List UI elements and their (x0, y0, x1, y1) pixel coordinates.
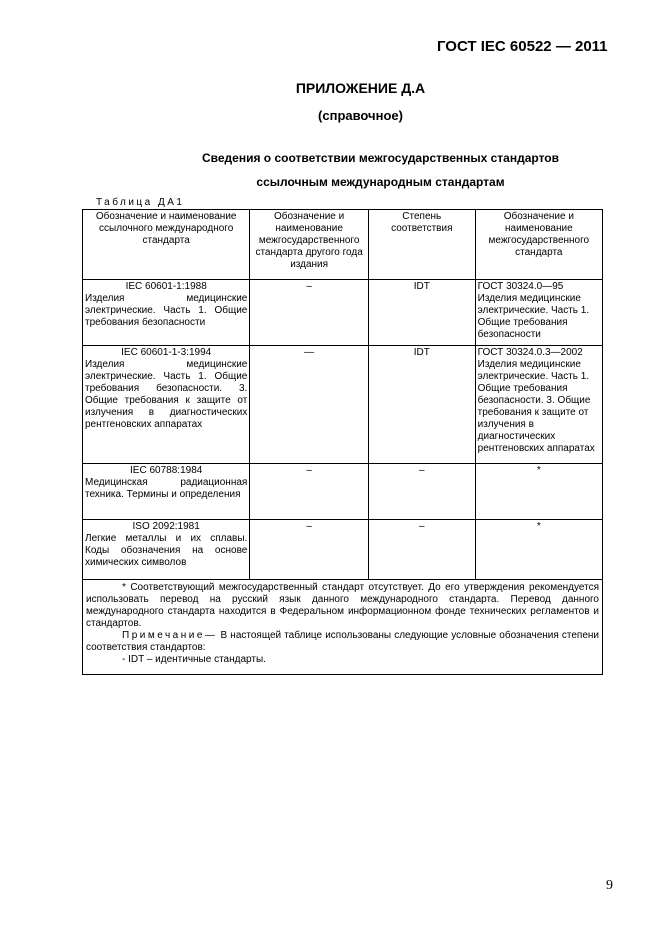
note-label: Примечание— (122, 630, 218, 641)
ref-standard-code: IEC 60601-1-3:1994 (121, 347, 212, 358)
appendix-subtitle: (справочное) (318, 108, 403, 123)
interstate-standard-cell: ГОСТ 30324.0—95 Изделия медицинские электрические. Часть 1. Общие требования безопасности (475, 280, 602, 346)
table-row (83, 280, 603, 346)
interstate-standard-cell: * (475, 520, 602, 580)
note-paragraph (86, 630, 599, 654)
interstate-standard-cell: ГОСТ 30324.0.3—2002 Изделия медицинские электрические. Часть 1. Общие требования безопасности. 3. Общие требования к защите от излучения в диагностических рентгеновских аппаратах (475, 346, 602, 464)
other-year-cell: – (250, 464, 369, 520)
degree-cell: – (368, 464, 475, 520)
document-id: ГОСТ IEC 60522 — 2011 (437, 38, 608, 55)
ref-standard-cell (83, 280, 250, 346)
table-heading-line1: Сведения о соответствии межгосударственных стандартов (202, 151, 559, 165)
header-other-year-standard: Обозначение и наименование межгосударственного стандарта другого года издания (250, 210, 369, 280)
degree-cell: IDT (368, 280, 475, 346)
table-row (83, 464, 603, 520)
table-notes-row (83, 580, 603, 675)
header-interstate-standard: Обозначение и наименование межгосударственного стандарта (475, 210, 602, 280)
table-caption: Таблица ДА1 (96, 197, 185, 208)
other-year-cell: – (250, 280, 369, 346)
ref-standard-cell (83, 346, 250, 464)
standards-table (82, 209, 603, 675)
ref-standard-cell (83, 520, 250, 580)
ref-standard-code: ISO 2092:1981 (132, 521, 200, 532)
table-notes (83, 580, 603, 675)
table-heading-line2: ссылочным международным стандартам (256, 175, 505, 189)
header-degree: Степень соответствия (368, 210, 475, 280)
note-text: В настоящей таблице использованы следующие условные обозначения степени соответствия стандартов: (86, 630, 600, 653)
footnote: * Соответствующий межгосударственный стандарт отсутствует. До его утверждения рекомендуется использовать перевод на русский язык данного международного стандарта. Перевод данного международного стандарта находится в Федеральном информационном фонде технических регламентов и стандартов. (86, 582, 599, 629)
other-year-cell: — (250, 346, 369, 464)
ref-standard-code: IEC 60601-1:1988 (125, 281, 207, 292)
ref-standard-cell (83, 464, 250, 520)
degree-cell: IDT (368, 346, 475, 464)
interstate-standard-cell: * (475, 464, 602, 520)
other-year-cell: – (250, 520, 369, 580)
ref-standard-name: Изделия медицинские электрические. Часть 1. Общие требования безопасности (85, 293, 248, 328)
table-row (83, 346, 603, 464)
page-number: 9 (606, 878, 613, 893)
ref-standard-code: IEC 60788:1984 (130, 465, 203, 476)
note-item-idt: - IDT – идентичные стандарты. (122, 654, 266, 665)
table-row (83, 520, 603, 580)
ref-standard-name: Легкие металлы и их сплавы. Коды обозначения на основе химических символов (85, 533, 248, 568)
ref-standard-name: Медицинская радиационная техника. Термины и определения (85, 477, 248, 500)
appendix-title: ПРИЛОЖЕНИЕ Д.А (295, 80, 426, 96)
degree-cell: – (368, 520, 475, 580)
header-ref-standard: Обозначение и наименование ссылочного международного стандарта (83, 210, 250, 280)
table-header-row (83, 210, 603, 280)
ref-standard-name: Изделия медицинские электрические. Часть 1. Общие требования безопасности. 3. Общие требования к защите от излучения в диагностических рентгеновских аппаратах (85, 359, 248, 430)
